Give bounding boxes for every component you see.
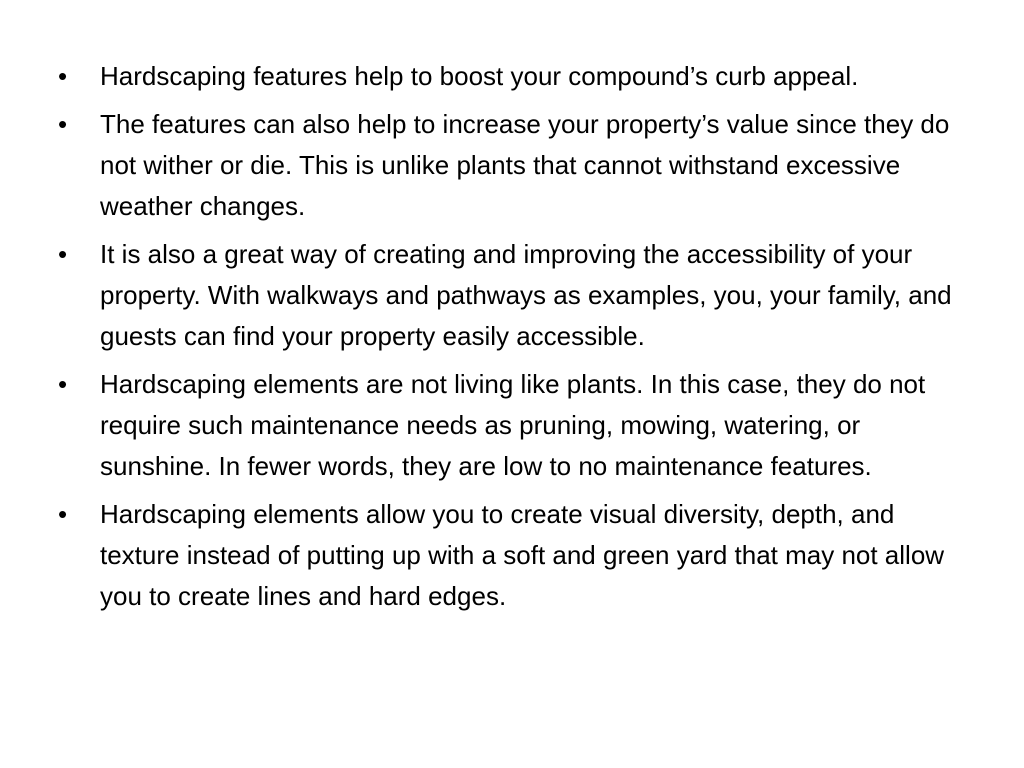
bullet-icon: • (58, 499, 68, 529)
bullet-item (58, 494, 968, 617)
bullet-item (58, 234, 968, 357)
bullet-text: Hardscaping elements allow you to create visual diversity, depth, and texture instead of putting up with a soft and green yard that may not allow you to create lines and hard edges. (100, 499, 945, 611)
bullet-icon: • (58, 369, 68, 399)
bullet-text: Hardscaping elements are not living like plants. In this case, they do not require such maintenance needs as pruning, mowing, watering, or sunshine. In fewer words, they are low to no maintenance features. (100, 369, 926, 481)
bullet-item (58, 56, 968, 97)
bullet-text: Hardscaping features help to boost your compound’s curb appeal. (100, 61, 859, 91)
bullet-text: The features can also help to increase your property’s value since they do not wither or die. This is unlike plants that cannot withstand excessive weather changes. (100, 109, 950, 221)
bullet-icon: • (58, 239, 68, 269)
bullet-text: It is also a great way of creating and improving the accessibility of your property. With walkways and pathways as examples, you, your family, and guests can find your property easily accessible. (100, 239, 952, 351)
bullet-item (58, 104, 968, 227)
bullet-icon: • (58, 109, 68, 139)
bullet-icon: • (58, 61, 68, 91)
bullet-list (58, 56, 968, 624)
bullet-item (58, 364, 968, 487)
